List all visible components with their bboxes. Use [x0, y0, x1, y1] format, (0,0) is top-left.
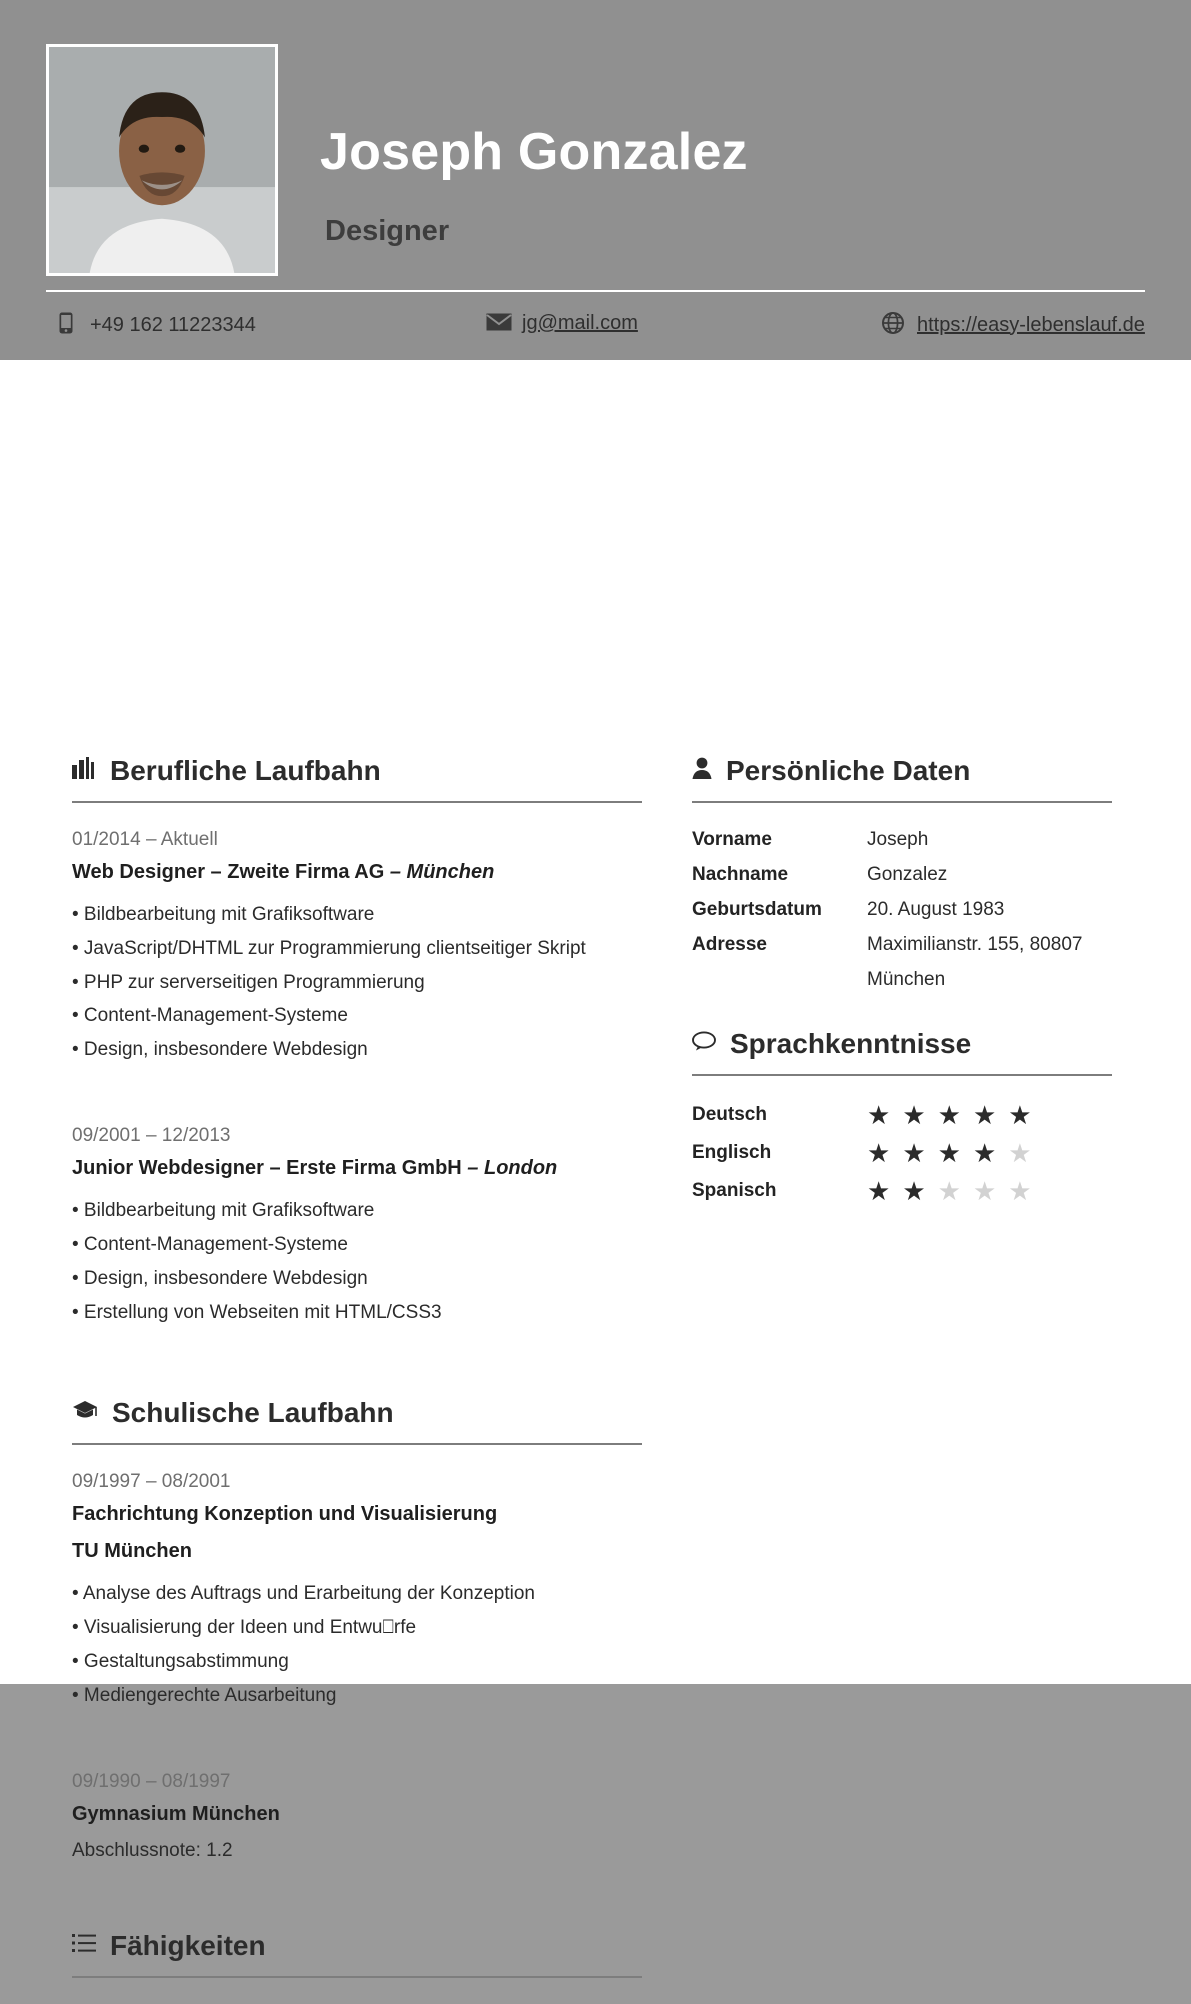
table-row — [692, 864, 1112, 899]
star-icon: ★ — [972, 1176, 997, 1206]
person-icon — [692, 757, 712, 786]
contact-phone — [54, 312, 256, 338]
section-title-skills — [72, 1930, 642, 1962]
section-title-languages — [692, 1028, 1112, 1060]
row-value: Gonzalez — [867, 864, 948, 885]
entry-bullets — [72, 1194, 642, 1329]
career-entry-2 — [72, 1125, 642, 1329]
section-label-career: Berufliche Laufbahn — [110, 755, 381, 786]
row-value: 20. August 1983 — [867, 899, 1005, 920]
section-label-languages: Sprachkenntnisse — [730, 1028, 972, 1059]
section-rule-personal — [692, 801, 1112, 803]
star-icon: ★ — [937, 1176, 961, 1206]
language-row-englisch — [692, 1140, 1112, 1166]
list-item: • Bildbearbeitung mit Grafiksoftware — [72, 1200, 375, 1222]
row-key: Nachname — [692, 864, 789, 885]
section-rule-education — [72, 1443, 642, 1445]
speech-bubble-icon — [692, 1030, 716, 1058]
list-item: • Design, insbesondere Webdesign — [72, 1267, 368, 1289]
left-column — [72, 755, 642, 2004]
star-icon: ★ — [867, 1176, 891, 1206]
entry-bullets — [72, 898, 642, 1067]
table-row — [692, 969, 1112, 1004]
personal-data-table — [692, 829, 1112, 1004]
language-rating — [867, 1140, 1032, 1166]
entry-date: 09/2001 – 12/2013 — [72, 1125, 231, 1147]
star-icon: ★ — [937, 1100, 961, 1130]
list-item: • PHP zur serverseitigen Programmierung — [72, 971, 425, 993]
entry-date: 09/1997 – 08/2001 — [72, 1471, 231, 1493]
entry-date: 09/1990 – 08/1997 — [72, 1770, 231, 1792]
entry-role — [72, 1157, 642, 1180]
education-entry-2 — [72, 1771, 642, 1862]
section-title-career — [72, 755, 642, 787]
avatar — [46, 44, 278, 276]
language-name: Englisch — [692, 1142, 772, 1163]
row-key: Geburtsdatum — [692, 899, 822, 920]
language-row-spanisch — [692, 1178, 1112, 1204]
right-column — [692, 755, 1112, 1216]
row-key: Adresse — [692, 934, 767, 955]
entry-school: TU München — [72, 1540, 192, 1563]
header-divider — [46, 290, 1145, 292]
section-title-education — [72, 1397, 642, 1429]
language-name: Deutsch — [692, 1104, 767, 1125]
page-title: Joseph Gonzalez — [320, 123, 748, 181]
row-value: Maximilianstr. 155, 80807 — [867, 934, 1083, 955]
list-item: • Bildbearbeitung mit Grafiksoftware — [72, 904, 375, 925]
website-link[interactable]: https://easy-lebenslauf.de — [917, 313, 1145, 336]
row-value: München — [867, 969, 946, 990]
language-rating — [867, 1178, 1032, 1204]
email-link[interactable]: jg@mail.com — [522, 312, 638, 334]
list-item: • Design, insbesondere Webdesign — [72, 1039, 368, 1061]
section-rule-languages — [692, 1074, 1112, 1076]
star-icon: ★ — [937, 1138, 961, 1168]
mobile-phone-icon — [54, 312, 78, 338]
envelope-icon — [486, 313, 510, 335]
table-row — [692, 829, 1112, 864]
star-icon: ★ — [902, 1100, 926, 1130]
star-icon: ★ — [902, 1138, 926, 1168]
entry-role: Fachrichtung Konzeption und Visualisierung — [72, 1503, 498, 1526]
bar-chart-icon — [72, 757, 96, 786]
list-item: • Content-Management-Systeme — [72, 1005, 348, 1027]
list-icon — [72, 1932, 96, 1960]
entry-role: Gymnasium München — [72, 1802, 280, 1825]
entry-role-text: Web Designer – Zweite Firma AG — [72, 861, 385, 883]
star-icon: ★ — [902, 1176, 926, 1206]
star-icon: ★ — [867, 1138, 891, 1168]
graduation-cap-icon — [72, 1399, 98, 1427]
entry-bullets — [72, 1577, 642, 1712]
list-item: • Mediengerechte Ausarbeitung — [72, 1684, 337, 1706]
list-item: • Gestaltungsabstimmung — [72, 1650, 289, 1672]
table-row — [692, 899, 1112, 934]
row-value: Joseph — [867, 829, 929, 850]
language-row-deutsch — [692, 1102, 1112, 1128]
education-entry-1 — [72, 1471, 642, 1712]
table-row — [692, 934, 1112, 969]
entry-role — [72, 861, 642, 884]
resume-header — [0, 0, 1191, 360]
entry-role-text: Junior Webdesigner – Erste Firma GmbH — [72, 1157, 462, 1180]
star-icon: ★ — [972, 1100, 997, 1130]
section-rule-career — [72, 801, 642, 803]
star-icon: ★ — [1008, 1100, 1032, 1130]
list-item: • Analyse des Auftrags und Erarbeitung der Konzeption — [72, 1583, 535, 1605]
section-rule-skills — [72, 1976, 642, 1978]
language-name: Spanisch — [692, 1180, 777, 1201]
star-icon: ★ — [972, 1138, 997, 1168]
section-label-education: Schulische Laufbahn — [112, 1397, 394, 1429]
star-icon: ★ — [867, 1100, 891, 1130]
section-title-personal — [692, 755, 1112, 787]
entry-note: Abschlussnote: 1.2 — [72, 1839, 233, 1861]
entry-city: – München — [389, 861, 495, 883]
contact-email — [486, 312, 638, 335]
section-label-skills: Fähigkeiten — [110, 1929, 266, 1961]
row-key: Vorname — [692, 829, 772, 850]
row-key — [692, 969, 867, 1004]
contact-website — [881, 312, 1145, 338]
list-item: • Content-Management-Systeme — [72, 1233, 348, 1255]
language-rating — [867, 1102, 1032, 1128]
phone-value: +49 162 11223344 — [90, 313, 256, 336]
list-item: • Visualisierung der Ideen und Entwu⎕rfe — [72, 1617, 417, 1639]
entry-date: 01/2014 – Aktuell — [72, 829, 218, 850]
section-label-personal: Persönliche Daten — [726, 755, 971, 786]
contact-row — [46, 312, 1145, 354]
star-icon: ★ — [1008, 1138, 1032, 1168]
job-title: Designer — [325, 215, 450, 247]
globe-icon — [881, 312, 905, 338]
entry-city: – London — [467, 1157, 558, 1180]
career-entry-1 — [72, 829, 642, 1067]
list-item: • Erstellung von Webseiten mit HTML/CSS3 — [72, 1301, 442, 1323]
list-item: • JavaScript/DHTML zur Programmierung clientseitiger Skript — [72, 937, 586, 959]
star-icon: ★ — [1008, 1176, 1032, 1206]
